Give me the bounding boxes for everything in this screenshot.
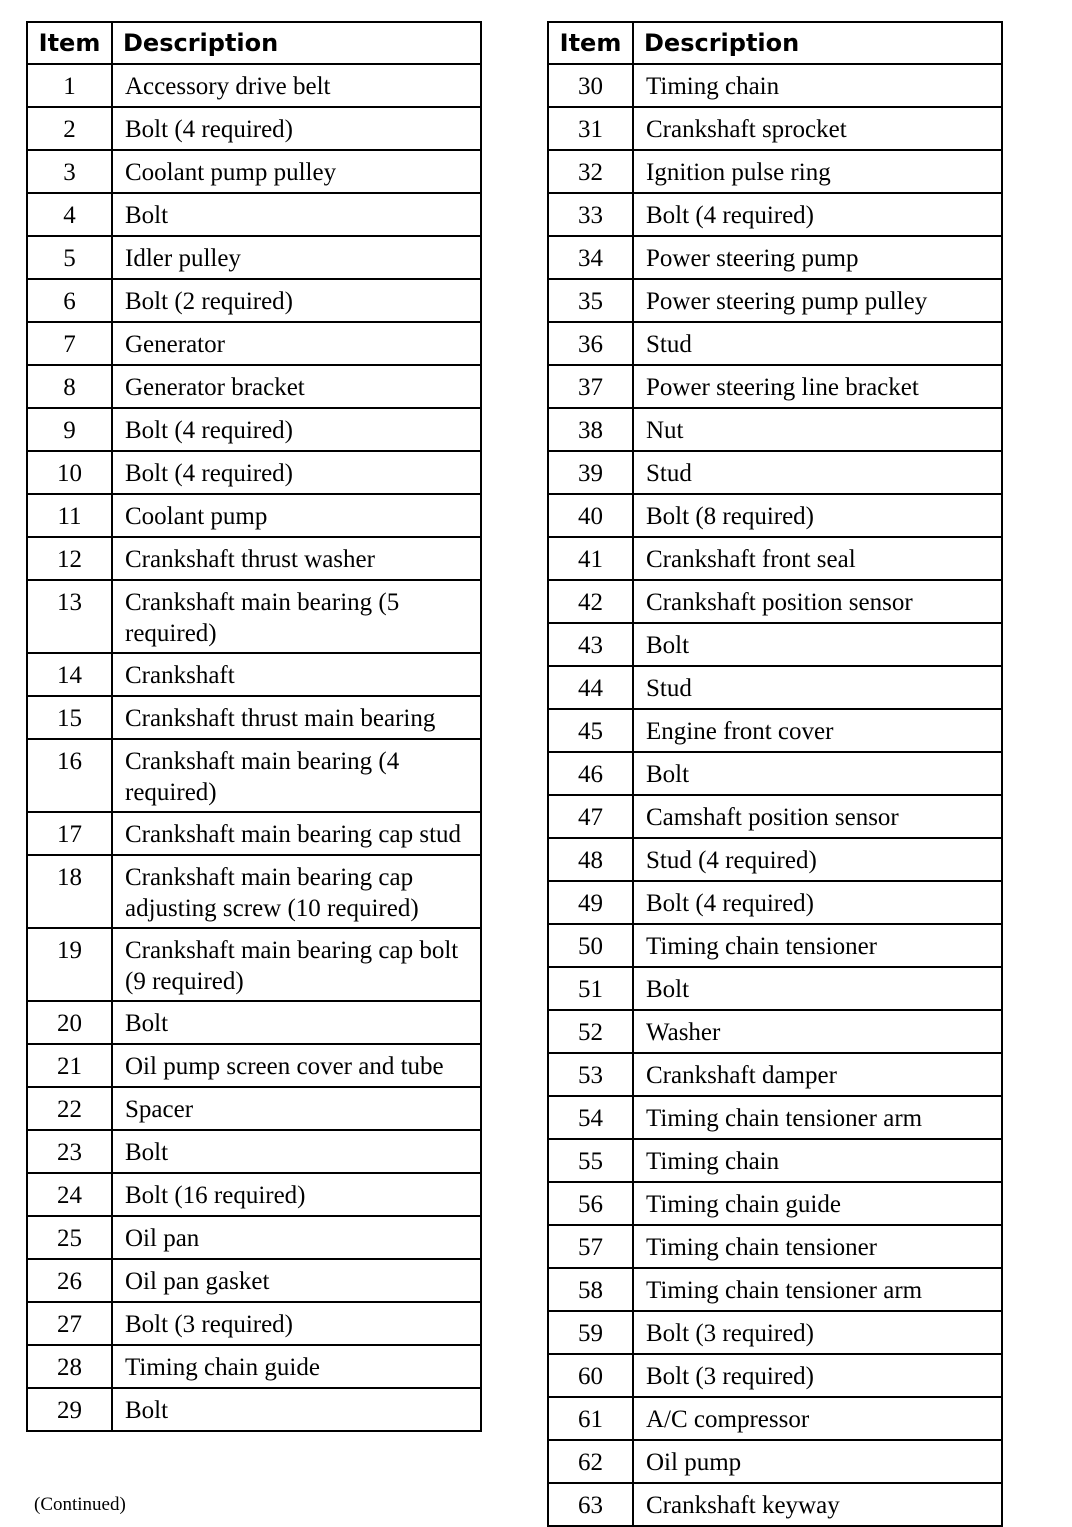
item-description: Timing chain [633, 64, 1002, 107]
item-number: 17 [27, 812, 112, 855]
item-number: 57 [548, 1225, 633, 1268]
item-number: 56 [548, 1182, 633, 1225]
item-column-header: Item [548, 22, 633, 64]
item-description: Bolt [112, 1388, 481, 1431]
item-description: Crankshaft position sensor [633, 580, 1002, 623]
header-row [548, 22, 1002, 64]
table-row [27, 537, 481, 580]
item-description: Power steering line bracket [633, 365, 1002, 408]
item-number: 43 [548, 623, 633, 666]
item-description: Oil pan [112, 1216, 481, 1259]
item-number: 15 [27, 696, 112, 739]
item-description: Camshaft position sensor [633, 795, 1002, 838]
table-row [548, 709, 1002, 752]
item-number: 52 [548, 1010, 633, 1053]
table-row [548, 365, 1002, 408]
header-row [27, 22, 481, 64]
table-row [27, 1302, 481, 1345]
item-description: Bolt (3 required) [112, 1302, 481, 1345]
table-row [27, 408, 481, 451]
item-number: 62 [548, 1440, 633, 1483]
table-row [27, 1216, 481, 1259]
table-row [548, 623, 1002, 666]
item-number: 23 [27, 1130, 112, 1173]
item-number: 38 [548, 408, 633, 451]
item-description: Generator bracket [112, 365, 481, 408]
item-number: 8 [27, 365, 112, 408]
item-number: 40 [548, 494, 633, 537]
item-number: 22 [27, 1087, 112, 1130]
table-row [27, 855, 481, 928]
item-description: Idler pulley [112, 236, 481, 279]
item-number: 35 [548, 279, 633, 322]
item-description: Timing chain tensioner arm [633, 1096, 1002, 1139]
item-description: Crankshaft [112, 653, 481, 696]
item-number: 3 [27, 150, 112, 193]
item-description: Power steering pump pulley [633, 279, 1002, 322]
table-row [27, 1130, 481, 1173]
item-number: 7 [27, 322, 112, 365]
item-number: 12 [27, 537, 112, 580]
item-description: Timing chain tensioner arm [633, 1268, 1002, 1311]
table-row [27, 236, 481, 279]
item-description: Ignition pulse ring [633, 150, 1002, 193]
table-row [548, 795, 1002, 838]
item-number: 6 [27, 279, 112, 322]
table-row [27, 107, 481, 150]
item-number: 4 [27, 193, 112, 236]
table-row [548, 752, 1002, 795]
item-description: Crankshaft front seal [633, 537, 1002, 580]
item-number: 9 [27, 408, 112, 451]
item-description: Washer [633, 1010, 1002, 1053]
item-description: Crankshaft main bearing (5 required) [112, 580, 481, 653]
item-description: Accessory drive belt [112, 64, 481, 107]
item-description: Stud [633, 451, 1002, 494]
parts-table-left [26, 21, 482, 1432]
item-description: Crankshaft main bearing cap adjusting screw (10 required) [112, 855, 481, 928]
item-number: 27 [27, 1302, 112, 1345]
item-number: 21 [27, 1044, 112, 1087]
table-row [27, 653, 481, 696]
table-row [548, 537, 1002, 580]
item-description: Timing chain [633, 1139, 1002, 1182]
item-number: 55 [548, 1139, 633, 1182]
item-description: Stud [633, 666, 1002, 709]
item-number: 54 [548, 1096, 633, 1139]
table-row [27, 580, 481, 653]
item-number: 28 [27, 1345, 112, 1388]
item-number: 44 [548, 666, 633, 709]
item-number: 11 [27, 494, 112, 537]
item-description: Coolant pump [112, 494, 481, 537]
item-number: 61 [548, 1397, 633, 1440]
item-description: A/C compressor [633, 1397, 1002, 1440]
table-row [548, 451, 1002, 494]
item-number: 46 [548, 752, 633, 795]
table-row [548, 193, 1002, 236]
table-row [548, 1268, 1002, 1311]
item-description: Crankshaft keyway [633, 1483, 1002, 1526]
item-description: Bolt [112, 1001, 481, 1044]
item-description: Crankshaft damper [633, 1053, 1002, 1096]
table-row [27, 64, 481, 107]
item-description: Generator [112, 322, 481, 365]
item-number: 53 [548, 1053, 633, 1096]
item-description: Bolt (4 required) [112, 107, 481, 150]
table-row [548, 107, 1002, 150]
item-number: 25 [27, 1216, 112, 1259]
item-number: 50 [548, 924, 633, 967]
item-number: 20 [27, 1001, 112, 1044]
item-description: Bolt (4 required) [633, 193, 1002, 236]
item-description: Nut [633, 408, 1002, 451]
table-row [548, 1354, 1002, 1397]
item-description: Power steering pump [633, 236, 1002, 279]
item-number: 2 [27, 107, 112, 150]
item-description: Bolt (4 required) [112, 408, 481, 451]
item-description: Stud (4 required) [633, 838, 1002, 881]
table-row [27, 696, 481, 739]
table-row [27, 812, 481, 855]
table-row [548, 580, 1002, 623]
item-description: Timing chain tensioner [633, 1225, 1002, 1268]
item-number: 39 [548, 451, 633, 494]
item-description: Crankshaft thrust washer [112, 537, 481, 580]
table-row [27, 494, 481, 537]
table-row [27, 928, 481, 1001]
parts-table-right [547, 21, 1003, 1527]
table-row [548, 881, 1002, 924]
table-row [27, 739, 481, 812]
table-row [548, 1096, 1002, 1139]
item-number: 34 [548, 236, 633, 279]
item-description: Bolt (4 required) [633, 881, 1002, 924]
parts-table-right-body [548, 64, 1002, 1526]
item-number: 47 [548, 795, 633, 838]
parts-table-left-body [27, 64, 481, 1431]
item-number: 49 [548, 881, 633, 924]
table-row [27, 279, 481, 322]
item-description: Oil pump screen cover and tube [112, 1044, 481, 1087]
description-column-header: Description [112, 22, 481, 64]
item-description: Coolant pump pulley [112, 150, 481, 193]
item-number: 14 [27, 653, 112, 696]
item-description: Spacer [112, 1087, 481, 1130]
item-description: Bolt (3 required) [633, 1354, 1002, 1397]
item-number: 26 [27, 1259, 112, 1302]
item-number: 13 [27, 580, 112, 653]
table-row [548, 236, 1002, 279]
table-row [548, 924, 1002, 967]
item-description: Oil pan gasket [112, 1259, 481, 1302]
item-description: Crankshaft main bearing cap bolt (9 required) [112, 928, 481, 1001]
table-row [548, 322, 1002, 365]
table-row [548, 967, 1002, 1010]
item-number: 41 [548, 537, 633, 580]
item-number: 45 [548, 709, 633, 752]
item-number: 51 [548, 967, 633, 1010]
item-description: Engine front cover [633, 709, 1002, 752]
item-number: 63 [548, 1483, 633, 1526]
item-description: Timing chain guide [633, 1182, 1002, 1225]
table-row [548, 1440, 1002, 1483]
item-description: Bolt [633, 967, 1002, 1010]
table-row [27, 1001, 481, 1044]
item-description: Bolt (16 required) [112, 1173, 481, 1216]
table-row [27, 1173, 481, 1216]
item-number: 58 [548, 1268, 633, 1311]
table-row [27, 322, 481, 365]
item-number: 30 [548, 64, 633, 107]
item-number: 5 [27, 236, 112, 279]
table-row [27, 365, 481, 408]
item-number: 36 [548, 322, 633, 365]
table-row [548, 408, 1002, 451]
table-row [548, 494, 1002, 537]
table-row [27, 1044, 481, 1087]
table-row [27, 451, 481, 494]
item-description: Crankshaft main bearing (4 required) [112, 739, 481, 812]
item-number: 37 [548, 365, 633, 408]
table-row [27, 150, 481, 193]
item-number: 32 [548, 150, 633, 193]
table-row [548, 1225, 1002, 1268]
item-description: Bolt (2 required) [112, 279, 481, 322]
continued-note: (Continued) [34, 1494, 126, 1515]
table-row [548, 1397, 1002, 1440]
item-description: Bolt [112, 1130, 481, 1173]
table-row [548, 64, 1002, 107]
item-description: Oil pump [633, 1440, 1002, 1483]
table-row [548, 838, 1002, 881]
item-number: 29 [27, 1388, 112, 1431]
table-row [548, 150, 1002, 193]
table-row [548, 666, 1002, 709]
item-number: 18 [27, 855, 112, 928]
item-number: 16 [27, 739, 112, 812]
item-number: 24 [27, 1173, 112, 1216]
item-number: 19 [27, 928, 112, 1001]
table-row [27, 1087, 481, 1130]
item-number: 31 [548, 107, 633, 150]
item-description: Bolt [633, 623, 1002, 666]
item-description: Crankshaft thrust main bearing [112, 696, 481, 739]
item-description: Crankshaft main bearing cap stud [112, 812, 481, 855]
item-number: 42 [548, 580, 633, 623]
item-description: Bolt (8 required) [633, 494, 1002, 537]
item-number: 33 [548, 193, 633, 236]
table-row [548, 1053, 1002, 1096]
table-row [27, 1345, 481, 1388]
item-description: Stud [633, 322, 1002, 365]
item-number: 59 [548, 1311, 633, 1354]
item-description: Bolt [112, 193, 481, 236]
table-row [548, 1311, 1002, 1354]
description-column-header: Description [633, 22, 1002, 64]
table-row [548, 1010, 1002, 1053]
table-row [548, 1483, 1002, 1526]
item-description: Bolt (4 required) [112, 451, 481, 494]
table-row [548, 1139, 1002, 1182]
item-column-header: Item [27, 22, 112, 64]
item-number: 1 [27, 64, 112, 107]
item-number: 60 [548, 1354, 633, 1397]
item-number: 48 [548, 838, 633, 881]
table-row [27, 193, 481, 236]
item-description: Timing chain tensioner [633, 924, 1002, 967]
table-row [27, 1259, 481, 1302]
item-description: Crankshaft sprocket [633, 107, 1002, 150]
table-row [548, 1182, 1002, 1225]
table-row [27, 1388, 481, 1431]
item-description: Bolt (3 required) [633, 1311, 1002, 1354]
item-description: Timing chain guide [112, 1345, 481, 1388]
table-row [548, 279, 1002, 322]
item-number: 10 [27, 451, 112, 494]
item-description: Bolt [633, 752, 1002, 795]
